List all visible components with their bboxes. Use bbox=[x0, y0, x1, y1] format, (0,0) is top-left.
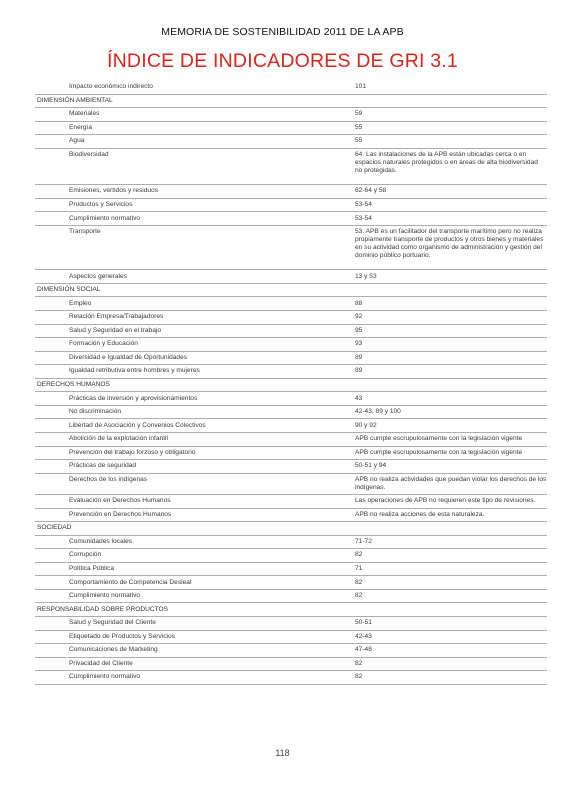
indicator-row bbox=[35, 671, 547, 685]
indicator-row bbox=[35, 405, 547, 419]
indicator-reference: 82 bbox=[355, 576, 547, 590]
indicator-reference: 82 bbox=[355, 549, 547, 563]
indicator-reference: 101 bbox=[355, 81, 547, 94]
indicator-reference: 71-72 bbox=[355, 535, 547, 549]
indicator-reference: APB no realiza actividades que puedan violar los derechos de los indígenas. bbox=[355, 473, 547, 494]
indicator-reference: 50-51 y 94 bbox=[355, 460, 547, 474]
indicator-row bbox=[35, 616, 547, 630]
indicator-name: Empleo bbox=[35, 297, 355, 311]
indicator-row bbox=[35, 508, 547, 522]
indicator-row bbox=[35, 495, 547, 509]
indicator-row bbox=[35, 644, 547, 658]
indicator-row bbox=[35, 297, 547, 311]
indicator-reference: 55 bbox=[355, 121, 547, 135]
indicator-row bbox=[35, 576, 547, 590]
indicator-row bbox=[35, 148, 547, 184]
indicator-row bbox=[35, 185, 547, 199]
section-title: DIMENSIÓN AMBIENTAL bbox=[35, 94, 547, 107]
indicator-reference: 53-54 bbox=[355, 198, 547, 212]
section-header-row bbox=[35, 94, 547, 107]
indicator-name: Prevención en Derechos Humanos bbox=[35, 508, 355, 522]
section-header-row bbox=[35, 378, 547, 391]
indicator-row bbox=[35, 198, 547, 212]
indicator-row bbox=[35, 270, 547, 284]
indicator-reference: APB cumple escrupulosamente con la legislación vigente bbox=[355, 446, 547, 460]
indicator-reference: 47-48 bbox=[355, 644, 547, 658]
indicator-name: Aspectos generales bbox=[35, 270, 355, 284]
indicator-reference: 93 bbox=[355, 338, 547, 352]
section-title: RESPONSABILIDAD SOBRE PRODUCTOS bbox=[35, 603, 547, 616]
indicator-reference: 82 bbox=[355, 671, 547, 685]
indicator-row bbox=[35, 419, 547, 433]
indicator-reference: 43 bbox=[355, 392, 547, 406]
indicator-name: Salud y Seguridad del Cliente bbox=[35, 616, 355, 630]
indicator-reference: 42-43, 89 y 100 bbox=[355, 405, 547, 419]
indicator-name: Comunidades locales bbox=[35, 535, 355, 549]
indicator-row bbox=[35, 135, 547, 149]
indicator-row bbox=[35, 311, 547, 325]
indicator-name: Energía bbox=[35, 121, 355, 135]
indicator-row bbox=[35, 108, 547, 122]
indicator-reference: 13 y 53 bbox=[355, 270, 547, 284]
indicator-name: Salud y Seguridad en el trabajo bbox=[35, 324, 355, 338]
indicator-name: Igualdad retributiva entre hombres y mujeres bbox=[35, 365, 355, 379]
indicator-reference: Las operaciones de APB no requieren este tipo de revisiones. bbox=[355, 495, 547, 509]
indicator-reference: 89 bbox=[355, 365, 547, 379]
indicator-name: Etiquetado de Productos y Servicios bbox=[35, 630, 355, 644]
section-header-row bbox=[35, 284, 547, 297]
indicator-row bbox=[35, 81, 547, 94]
indicator-row bbox=[35, 589, 547, 603]
document-header: MEMORIA DE SOSTENIBILIDAD 2011 DE LA APB bbox=[161, 26, 404, 38]
indicator-name: Privacidad del Cliente bbox=[35, 657, 355, 671]
gri-index-table bbox=[35, 81, 547, 685]
indicator-name: Relación Empresa/Trabajadores bbox=[35, 311, 355, 325]
indicator-name: Materiales bbox=[35, 108, 355, 122]
indicator-name: No discriminación bbox=[35, 405, 355, 419]
indicator-row bbox=[35, 121, 547, 135]
indicator-reference: APB no realiza acciones de esta naturaleza. bbox=[355, 508, 547, 522]
indicator-reference: 50-51 bbox=[355, 616, 547, 630]
indicator-row bbox=[35, 657, 547, 671]
indicator-name: Prevención del trabajo forzoso y obligatorio bbox=[35, 446, 355, 460]
indicator-name: Corrupción bbox=[35, 549, 355, 563]
indicator-row bbox=[35, 338, 547, 352]
indicator-name: Agua bbox=[35, 135, 355, 149]
indicator-reference: 89 bbox=[355, 351, 547, 365]
indicator-name: Prácticas de seguridad bbox=[35, 460, 355, 474]
indicator-name: Transporte bbox=[35, 225, 355, 270]
indicator-row bbox=[35, 549, 547, 563]
indicator-name: Emisiones, vertidos y residuos bbox=[35, 185, 355, 199]
indicator-row bbox=[35, 446, 547, 460]
indicator-name: Impacto económico indirecto bbox=[35, 81, 355, 94]
page-title: ÍNDICE DE INDICADORES DE GRI 3.1 bbox=[107, 50, 458, 72]
indicator-name: Biodiversidad bbox=[35, 148, 355, 184]
indicator-reference: 88 bbox=[355, 297, 547, 311]
indicator-name: Diversidad e Igualdad de Oportunidades bbox=[35, 351, 355, 365]
indicator-row bbox=[35, 562, 547, 576]
indicator-name: Prácticas de inversión y aprovisionamientos bbox=[35, 392, 355, 406]
indicator-name: Cumplimiento normativo bbox=[35, 671, 355, 685]
indicator-name: Abolición de la explotación infantil bbox=[35, 433, 355, 447]
section-title: DIMENSIÓN SOCIAL bbox=[35, 284, 547, 297]
indicator-reference: 90 y 92 bbox=[355, 419, 547, 433]
indicator-reference: 92 bbox=[355, 311, 547, 325]
indicator-name: Productos y Servicios bbox=[35, 198, 355, 212]
indicator-name: Cumplimiento normativo bbox=[35, 212, 355, 226]
indicator-reference: 82 bbox=[355, 657, 547, 671]
indicator-row bbox=[35, 392, 547, 406]
indicator-name: Comportamiento de Competencia Desleal bbox=[35, 576, 355, 590]
indicator-name: Derechos de los indígenas bbox=[35, 473, 355, 494]
section-title: DERECHOS HUMANOS bbox=[35, 378, 547, 391]
indicator-reference: 59 bbox=[355, 108, 547, 122]
indicator-reference: 53-54 bbox=[355, 212, 547, 226]
indicator-row bbox=[35, 225, 547, 270]
indicator-row bbox=[35, 473, 547, 494]
indicator-reference: 53. APB es un facilitador del transporte marítimo pero no realiza propiamente transporte de productos y otros bienes y materiales en su actividad como organismo de administración y gestión del dominio público portuario. bbox=[355, 225, 547, 270]
indicator-name: Evaluación en Derechos Humanos bbox=[35, 495, 355, 509]
indicator-name: Formación y Educación bbox=[35, 338, 355, 352]
indicator-row bbox=[35, 630, 547, 644]
indicator-row bbox=[35, 351, 547, 365]
indicator-reference: 42-43 bbox=[355, 630, 547, 644]
section-header-row bbox=[35, 522, 547, 535]
indicator-row bbox=[35, 433, 547, 447]
indicator-name: Política Pública bbox=[35, 562, 355, 576]
indicator-name: Comunicaciones de Marketing bbox=[35, 644, 355, 658]
indicator-name: Libertad de Asociación y Convenios Colectivos bbox=[35, 419, 355, 433]
section-title: SOCIEDAD bbox=[35, 522, 547, 535]
indicator-row bbox=[35, 212, 547, 226]
indicator-name: Cumplimiento normativo bbox=[35, 589, 355, 603]
indicator-reference: 62-64 y 58 bbox=[355, 185, 547, 199]
indicator-row bbox=[35, 365, 547, 379]
indicator-reference: 55 bbox=[355, 135, 547, 149]
page-number: 118 bbox=[275, 748, 290, 758]
indicator-reference: 64. Las instalaciones de la APB están ubicadas cerca o en espacios naturales protegidos o en áreas de alta biodiversidad no protegidas. bbox=[355, 148, 547, 184]
indicator-row bbox=[35, 535, 547, 549]
section-header-row bbox=[35, 603, 547, 616]
indicator-reference: 82 bbox=[355, 589, 547, 603]
indicator-reference: 95 bbox=[355, 324, 547, 338]
indicator-reference: APB cumple escrupulosamente con la legislación vigente bbox=[355, 433, 547, 447]
indicator-row bbox=[35, 460, 547, 474]
indicator-reference: 71 bbox=[355, 562, 547, 576]
indicator-row bbox=[35, 324, 547, 338]
